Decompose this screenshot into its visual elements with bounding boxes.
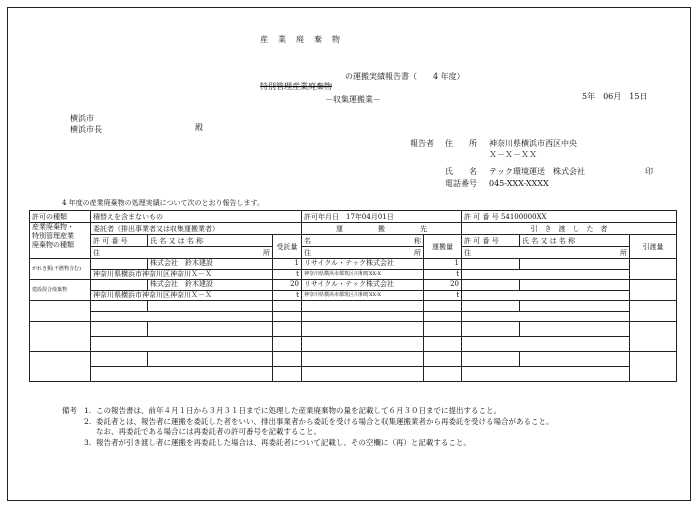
empty-cell <box>520 301 630 312</box>
empty-cell <box>91 352 148 367</box>
transport-dest-header: 運 搬 先 <box>302 223 462 235</box>
consigned-unit-cell: t <box>273 290 302 301</box>
notes-label: 備考 <box>62 406 77 415</box>
empty-cell <box>424 322 462 337</box>
consignor-name-cell: 株式会社 鈴木建設 <box>148 280 273 291</box>
empty-cell <box>424 311 462 322</box>
consignor-name-cell: 株式会社 鈴木建設 <box>148 259 273 270</box>
consignor-permit-no-cell <box>91 280 148 291</box>
dest-address-cell: 神奈川県横浜市都筑区川和町XX-X <box>302 290 424 301</box>
empty-cell <box>462 322 520 337</box>
note-number: 3. <box>84 437 92 447</box>
empty-cell <box>520 322 630 337</box>
table-row <box>30 311 677 322</box>
waste-type-label2: 特別管理産業 <box>32 232 74 240</box>
empty-cell <box>630 301 677 322</box>
consignor-address-header-end: 所 <box>263 248 270 257</box>
empty-cell <box>273 311 302 322</box>
handover-permit-no-cell <box>462 280 520 291</box>
reporter-address-value1: 神奈川県横浜市西区中央 <box>489 139 577 148</box>
note-line <box>62 427 554 438</box>
empty-cell <box>91 337 273 352</box>
dest-address-header <box>302 247 424 259</box>
reporter-name-label: 氏 名 <box>445 167 477 176</box>
table-row <box>30 352 677 367</box>
empty-cell <box>273 337 302 352</box>
table-row <box>30 367 677 382</box>
table-row <box>30 337 677 352</box>
waste-type-label1: 産業廃棄物・ <box>32 223 74 231</box>
report-date: 5年 06月 15日 <box>582 92 648 101</box>
handover-address-header-start: 住 <box>464 248 472 257</box>
handover-name-cell <box>520 280 630 291</box>
note-line <box>62 417 554 428</box>
handover-address-cell <box>462 269 630 280</box>
note-line <box>62 438 554 449</box>
empty-cell <box>424 301 462 312</box>
empty-cell <box>302 352 424 367</box>
waste-type-cell: 建設混合廃棄物 <box>30 280 91 301</box>
reporter-name-value: テック環境運送 株式会社 <box>489 167 585 176</box>
permit-no-label: 許 可 番 号 <box>464 212 499 221</box>
dest-name-header-end: 称 <box>414 236 421 245</box>
empty-cell <box>30 301 91 322</box>
note-number: 2. <box>84 416 92 426</box>
addressee-line2: 横浜市長 <box>70 125 102 134</box>
dest-address-header-start: 住 <box>304 248 311 257</box>
permit-type-label: 許可の種類 <box>30 211 91 223</box>
empty-cell <box>462 311 630 322</box>
consignor-address-cell: 神奈川県横浜市神奈川区神奈川Ｘ－Ｘ <box>91 269 273 280</box>
dest-name-header <box>302 235 424 247</box>
transport-qty-cell: 1 <box>424 259 462 270</box>
empty-cell <box>273 352 302 367</box>
permit-no-value: 54100000XX <box>500 212 547 221</box>
note-text: この報告書は、前年４月１日から３月３１日までに処理した産業廃棄物の量を記載して６月３０日までに提出すること。 <box>96 406 501 415</box>
transport-unit-cell: t <box>424 269 462 280</box>
handover-permit-no-cell <box>462 259 520 270</box>
transport-qty-cell: 20 <box>424 280 462 291</box>
empty-cell <box>302 322 424 337</box>
empty-cell <box>91 311 273 322</box>
handover-address-header <box>462 247 630 259</box>
handover-name-header: 氏 名 又 は 名 称 <box>520 235 630 247</box>
table-row <box>30 269 677 280</box>
reporter-role-label: 報告者 <box>410 139 434 148</box>
empty-cell <box>91 367 273 382</box>
handover-name-cell <box>520 259 630 270</box>
reporter-address-value2: Ｘ－Ｘ－ＸＸ <box>489 150 537 159</box>
empty-cell <box>302 311 424 322</box>
empty-cell <box>462 301 520 312</box>
waste-type-header <box>30 223 91 259</box>
empty-cell <box>462 337 630 352</box>
empty-cell <box>462 367 630 382</box>
transport-qty-header: 運搬量 <box>424 235 462 259</box>
permit-date-label: 許可年月日 <box>304 212 339 221</box>
consignor-address-header-start: 住 <box>93 248 100 257</box>
note-text: 報告者が引き渡し者に運搬を再委託した場合は、再委託者について記載し、その空欄に（再）と記載すること。 <box>96 437 471 447</box>
table-row <box>30 301 677 312</box>
empty-cell <box>30 322 91 352</box>
dest-address-header-end: 所 <box>414 248 421 257</box>
permit-type-value: 積替えを含まないもの <box>91 211 302 223</box>
dest-name-cell: リサイクル・テック株式会社 <box>302 280 424 291</box>
empty-cell <box>273 322 302 337</box>
note-line <box>62 406 554 417</box>
empty-cell <box>91 322 148 337</box>
empty-cell <box>630 322 677 352</box>
notes-spacer <box>62 427 84 438</box>
consignor-permit-no-header: 許 可 番 号 <box>91 235 148 247</box>
note-text: 委託者とは、報告者に運搬を委託した者をいい、排出事業者から委託を受ける場合と収集運搬業者から再委託を受ける場合があること。 <box>96 416 554 426</box>
consignor-name-header: 氏 名 又 は 名 称 <box>148 235 273 247</box>
intro-text: 4 年度の産業廃棄物の処理実績について次のとおり報告します。 <box>62 199 264 207</box>
empty-cell <box>520 352 630 367</box>
permit-no-cell <box>462 211 677 223</box>
empty-cell <box>302 337 424 352</box>
table-row <box>30 322 677 337</box>
empty-cell <box>91 301 148 312</box>
empty-cell <box>273 301 302 312</box>
title-suffix: の運搬実績報告書（ 4 年度） <box>345 72 465 81</box>
handover-qty-cell <box>630 259 677 280</box>
consigned-qty-header: 受託量 <box>273 235 302 259</box>
empty-cell <box>302 367 424 382</box>
waste-type-cell: がれき類(不燃物含む) <box>30 259 91 280</box>
empty-cell <box>148 301 273 312</box>
dest-address-cell: 神奈川県横浜市都筑区川和町XX-X <box>302 269 424 280</box>
consignor-header: 委託者（排出事業者又は収集運搬業者） <box>91 223 302 235</box>
note-number <box>84 427 96 438</box>
table-row <box>30 259 677 270</box>
empty-cell <box>424 352 462 367</box>
consignor-address-cell: 神奈川県横浜市神奈川区神奈川Ｘ－Ｘ <box>91 290 273 301</box>
reporter-phone-value: 045-XXX-XXXX <box>489 179 549 188</box>
note-text: なお、再委託である場合には再委託者の許可番号を記載すること。 <box>96 427 321 436</box>
transport-unit-cell: t <box>424 290 462 301</box>
empty-cell <box>302 301 424 312</box>
empty-cell <box>148 352 273 367</box>
empty-cell <box>30 352 91 382</box>
table-row <box>30 290 677 301</box>
handover-permit-no-header: 許 可 番 号 <box>462 235 520 247</box>
table-row <box>30 280 677 291</box>
consignor-address-header <box>91 247 273 259</box>
notes-section <box>62 406 554 448</box>
notes-spacer <box>62 417 84 428</box>
handover-qty-cell <box>630 280 677 301</box>
consigned-unit-cell: t <box>273 269 302 280</box>
addressee-honorific: 殿 <box>195 123 203 132</box>
empty-cell <box>630 352 677 382</box>
consigned-qty-cell: 20 <box>273 280 302 291</box>
dest-name-cell: リサイクル・テック株式会社 <box>302 259 424 270</box>
permit-date-value: 17年04月01日 <box>346 212 394 221</box>
waste-type-label3: 廃棄物の種類 <box>32 241 74 249</box>
empty-cell <box>273 367 302 382</box>
reporter-phone-label: 電話番号 <box>445 179 477 188</box>
consigned-qty-cell: 1 <box>273 259 302 270</box>
title-line1: 産 業 廃 棄 物 <box>260 35 341 44</box>
reporter-seal: 印 <box>645 167 653 176</box>
permit-date-cell <box>302 211 462 223</box>
empty-cell <box>424 337 462 352</box>
report-table <box>29 210 677 382</box>
title-line2-struck: 特別管理産業廃棄物 <box>260 82 332 91</box>
notes-spacer <box>62 438 84 449</box>
reporter-address-label: 住 所 <box>445 139 477 148</box>
subtitle: －収集運搬業－ <box>325 95 381 104</box>
handover-header: 引 き 渡 し た 者 <box>462 223 677 235</box>
empty-cell <box>462 352 520 367</box>
addressee-line1: 横浜市 <box>70 114 94 123</box>
empty-cell <box>148 322 273 337</box>
dest-name-header-start: 名 <box>304 236 311 245</box>
empty-cell <box>424 367 462 382</box>
consignor-permit-no-cell <box>91 259 148 270</box>
handover-address-cell <box>462 290 630 301</box>
handover-address-header-end: 所 <box>620 248 628 257</box>
note-number: 1. <box>84 406 92 415</box>
handover-qty-header: 引渡量 <box>630 235 677 259</box>
